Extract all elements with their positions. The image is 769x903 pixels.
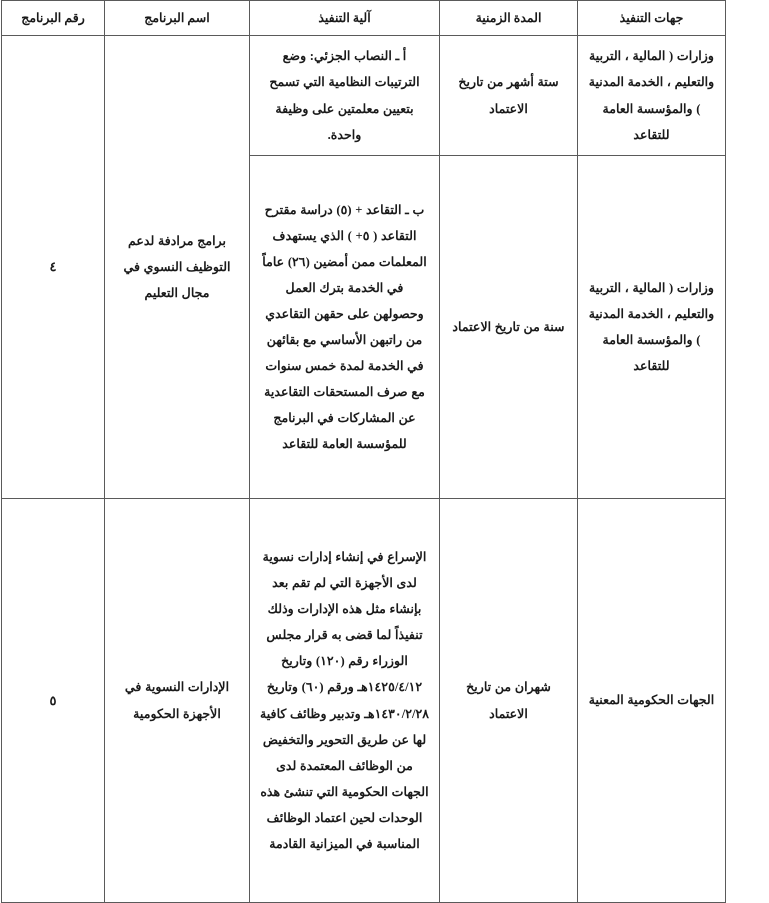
cell-entities xyxy=(578,499,726,903)
cell-program-number xyxy=(2,499,105,903)
program-number-text: ٤ xyxy=(49,259,57,275)
entities-text: الجهات الحكومية المعنية xyxy=(588,693,715,708)
table-row xyxy=(2,499,726,903)
column-header-duration: المدة الزمنية xyxy=(440,1,578,36)
cell-entities xyxy=(578,36,726,156)
column-header-program-name: اسم البرنامج xyxy=(105,1,250,36)
mechanism-text: أ ـ النصاب الجزئي: وضع الترتيبات النظامية التي تسمح بتعيين معلمتين على وظيفة واحدة. xyxy=(269,49,420,142)
cell-mechanism xyxy=(250,156,440,499)
cell-entities xyxy=(578,156,726,499)
cell-duration xyxy=(440,499,578,903)
table-row xyxy=(2,36,726,156)
program-table xyxy=(1,0,726,903)
cell-program-name xyxy=(105,499,250,903)
column-header-mechanism: آلية التنفيذ xyxy=(250,1,440,36)
column-header-entities: جهات التنفيذ xyxy=(578,1,726,36)
cell-program-name xyxy=(105,36,250,499)
duration-text: سنة من تاريخ الاعتماد xyxy=(452,319,565,334)
program-name-text: برامج مرادفة لدعم التوظيف النسوي في مجال التعليم xyxy=(123,233,231,301)
mechanism-text: الإسراع في إنشاء إدارات نسوية لدى الأجهزة التي لم تقم بعد بإنشاء مثل هذه الإدارات وذلك تنفيذاً لما قضى به قرار مجلس الوزراء رقم (١٢٠) وتاريخ ١٤٢٥/٤/١٢هـ ورقم (٦٠) وتاريخ ١٤٣٠/٢/٢٨هـ وتدبير وظائف كافية لها عن طريق التحوير والتخفيض من الوظائف المعتمدة لدى الجهات الحكومية التي تنشئ هذه الوحدات لحين اعتماد الوظائف المناسبة في الميزانية القادمة xyxy=(260,550,429,851)
cell-duration xyxy=(440,36,578,156)
duration-text: ستة أشهر من تاريخ الاعتماد xyxy=(458,75,559,116)
duration-text: شهران من تاريخ الاعتماد xyxy=(466,680,551,721)
program-number-text: ٥ xyxy=(49,692,57,708)
program-name-text: الإدارات النسوية في الأجهزة الحكومية xyxy=(124,680,230,721)
entities-text: وزارات ( المالية ، التربية والتعليم ، الخدمة المدنية ) والمؤسسة العامة للتقاعد xyxy=(588,280,715,374)
table-header-row xyxy=(2,1,726,36)
cell-program-number xyxy=(2,36,105,499)
entities-text: وزارات ( المالية ، التربية والتعليم ، الخدمة المدنية ) والمؤسسة العامة للتقاعد xyxy=(588,49,715,142)
cell-duration xyxy=(440,156,578,499)
cell-mechanism xyxy=(250,499,440,903)
cell-mechanism xyxy=(250,36,440,156)
table-body xyxy=(2,36,726,903)
table-header xyxy=(2,1,726,36)
column-header-program-number: رقم البرنامج xyxy=(2,1,105,36)
mechanism-text: ب ـ التقاعد + (٥) دراسة مقترح التقاعد ( ٥+ ) الذي يستهدف المعلمات ممن أمضين (٢٦) عاماً في الخدمة بترك العمل وحصولهن على حقهن التقاعدي من راتبهن الأساسي مع بقائهن في الخدمة لمدة خمس سنوات مع صرف المستحقات التقاعدية عن المشاركات في البرنامج للمؤسسة العامة للتقاعد xyxy=(262,202,427,452)
